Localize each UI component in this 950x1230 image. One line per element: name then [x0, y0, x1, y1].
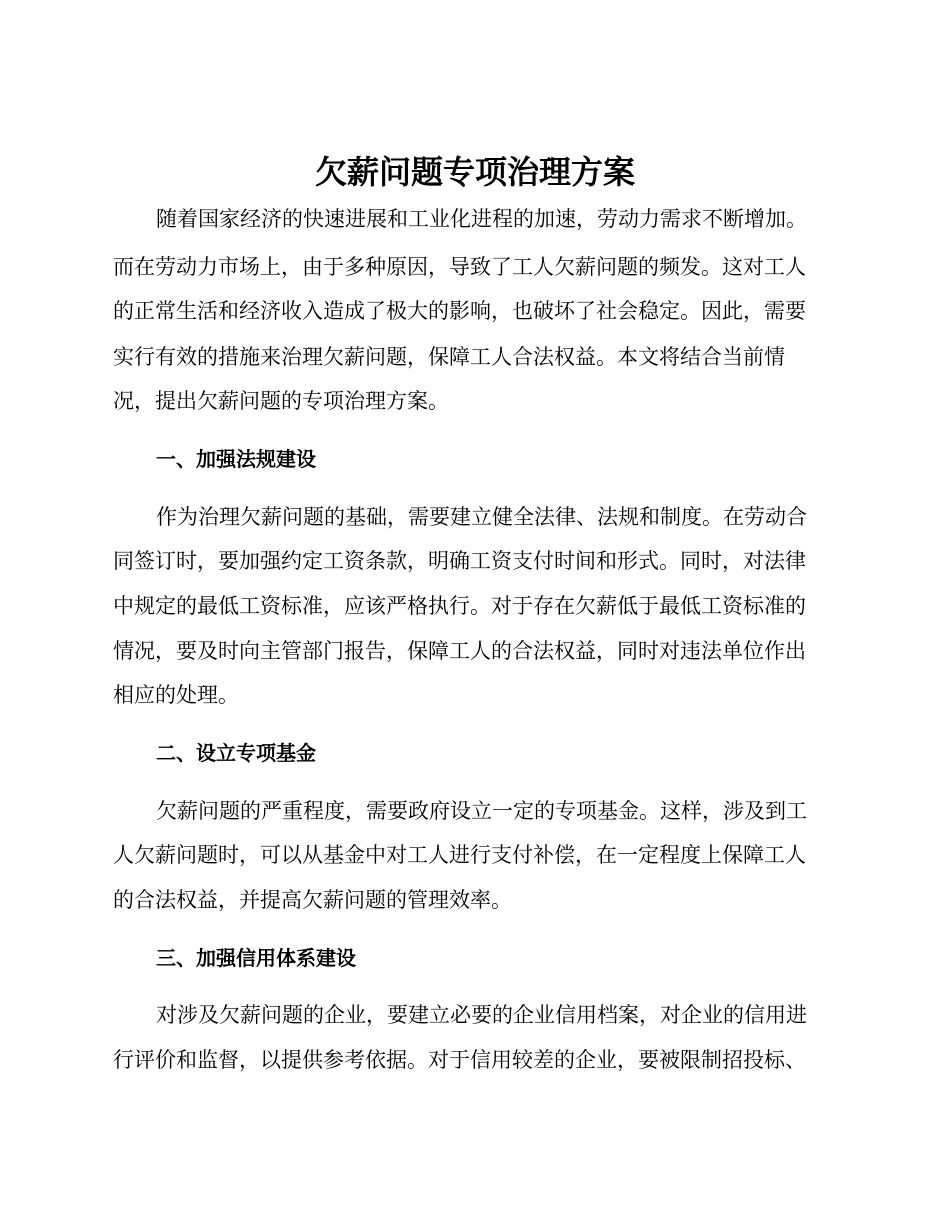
section-heading: 二、设立专项基金 — [156, 741, 316, 765]
section-line: 欠薪问题的严重程度，需要政府设立一定的专项基金。这样，涉及到工 — [156, 799, 807, 823]
section-line: 行评价和监督，以提供参考依据。对于信用较差的企业，要被限制招投标、 — [113, 1048, 806, 1072]
section-line: 人欠薪问题时，可以从基金中对工人进行支付补偿，在一定程度上保障工人 — [113, 843, 806, 867]
section-line: 对涉及欠薪问题的企业，要建立必要的企业信用档案，对企业的信用进 — [156, 1003, 807, 1027]
intro-line: 况，提出欠薪问题的专项治理方案。 — [113, 389, 449, 413]
section-heading: 三、加强信用体系建设 — [156, 946, 356, 970]
section-line: 中规定的最低工资标准，应该严格执行。对于存在欠薪低于最低工资标准的 — [113, 594, 806, 618]
intro-line: 实行有效的措施来治理欠薪问题，保障工人合法权益。本文将结合当前情 — [113, 345, 785, 369]
intro-line: 随着国家经济的快速进展和工业化进程的加速，劳动力需求不断增加。 — [156, 207, 807, 231]
section-line: 情况，要及时向主管部门报告，保障工人的合法权益，同时对违法单位作出 — [113, 639, 806, 663]
section-line: 同签订时，要加强约定工资条款，明确工资支付时间和形式。同时，对法律 — [113, 549, 806, 573]
section-heading: 一、加强法规建设 — [156, 447, 316, 471]
section-line: 相应的处理。 — [113, 683, 239, 707]
section-line: 的合法权益，并提高欠薪问题的管理效率。 — [113, 888, 512, 912]
intro-line: 而在劳动力市场上，由于多种原因，导致了工人欠薪问题的频发。这对工人 — [113, 255, 806, 279]
document-title: 欠薪问题专项治理方案 — [314, 153, 635, 191]
section-line: 作为治理欠薪问题的基础，需要建立健全法律、法规和制度。在劳动合 — [156, 505, 807, 529]
intro-line: 的正常生活和经济收入造成了极大的影响，也破坏了社会稳定。因此，需要 — [113, 299, 806, 323]
